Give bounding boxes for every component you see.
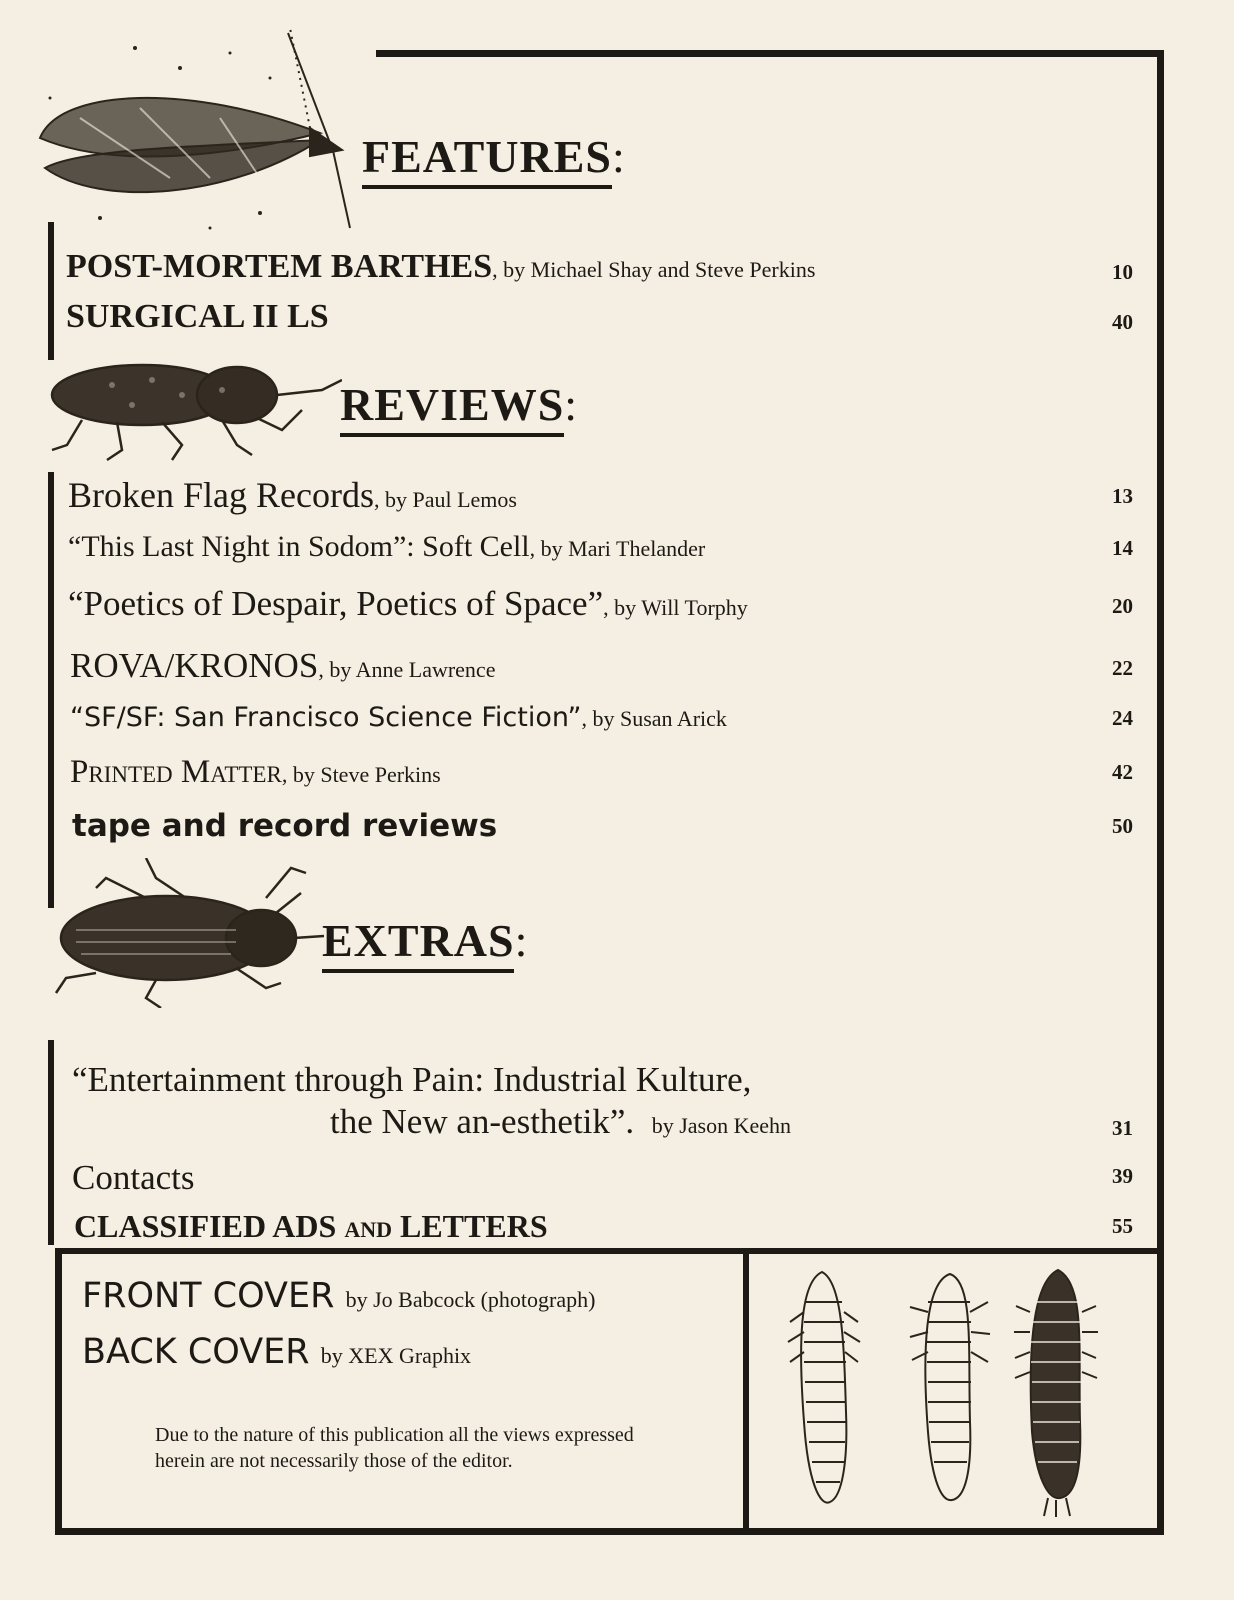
features-heading: FEATURES: bbox=[362, 134, 626, 180]
page-number: 14 bbox=[1112, 536, 1133, 560]
entry-byline: , by Michael Shay and Steve Perkins bbox=[492, 257, 816, 282]
page-number: 20 bbox=[1112, 594, 1133, 618]
entry-title: ROVA/KRONOS bbox=[70, 646, 319, 685]
frame-bottom-rule bbox=[55, 1528, 1164, 1535]
entry-title: Broken Flag Records bbox=[68, 475, 374, 515]
entry-byline: , by Will Torphy bbox=[603, 595, 748, 620]
toc-entry-contacts[interactable] bbox=[72, 1158, 194, 1198]
page-number: 10 bbox=[1112, 260, 1133, 284]
page-number: 40 bbox=[1112, 310, 1133, 334]
entry-title-line1: “Entertainment through Pain: Industrial Kulture, bbox=[72, 1060, 752, 1099]
entry-title-part-b: AND bbox=[344, 1217, 392, 1242]
beetle-illustration-icon bbox=[22, 350, 342, 465]
toc-entry-rova-kronos[interactable] bbox=[70, 646, 495, 686]
entry-title: “This Last Night in Sodom”: Soft Cell bbox=[68, 530, 530, 563]
entry-title-part-a: CLASSIFIED ADS bbox=[74, 1208, 337, 1244]
page-number: 31 bbox=[1112, 1116, 1133, 1140]
back-cover-credit bbox=[82, 1332, 471, 1372]
frame-top-rule bbox=[376, 50, 1164, 57]
cover-credit: by XEX Graphix bbox=[320, 1343, 472, 1368]
entry-title-line2: the New an-esthetik”. bbox=[330, 1102, 635, 1141]
page-number: 55 bbox=[1112, 1214, 1133, 1238]
toc-entry-entertainment-through-pain[interactable] bbox=[72, 1060, 791, 1142]
entry-title: POST-MORTEM BARTHES bbox=[66, 248, 493, 285]
page-number: 13 bbox=[1112, 484, 1133, 508]
front-cover-credit bbox=[82, 1276, 595, 1316]
toc-entry-printed-matter[interactable] bbox=[70, 754, 441, 791]
frame-middle-rule bbox=[62, 1248, 1164, 1254]
reviews-heading: REVIEWS: bbox=[340, 382, 578, 428]
toc-entry-poetics-of-despair[interactable] bbox=[68, 584, 748, 624]
entry-byline: by Jason Keehn bbox=[651, 1113, 791, 1138]
page-number: 42 bbox=[1112, 760, 1133, 784]
extras-side-bar bbox=[48, 1040, 54, 1245]
toc-entry-sf-sf[interactable] bbox=[70, 702, 727, 733]
page-number: 39 bbox=[1112, 1164, 1133, 1188]
frame-right-rule bbox=[1157, 50, 1164, 1535]
larvae-illustration-icon bbox=[760, 1262, 1150, 1517]
toc-entry-post-mortem-barthes[interactable] bbox=[66, 248, 815, 286]
frame-divider-rule bbox=[743, 1248, 749, 1535]
toc-entry-soft-cell[interactable] bbox=[68, 530, 705, 564]
extras-heading: EXTRAS: bbox=[322, 918, 528, 964]
entry-title-part-c: LETTERS bbox=[399, 1208, 548, 1244]
page-number: 50 bbox=[1112, 814, 1133, 838]
entry-byline: , by Anne Lawrence bbox=[318, 657, 496, 682]
entry-byline: , by Steve Perkins bbox=[281, 762, 441, 787]
entry-title: Printed Matter bbox=[70, 754, 282, 790]
toc-entry-surgical-ills[interactable] bbox=[66, 298, 329, 336]
cover-label: BACK COVER bbox=[82, 1332, 310, 1372]
features-side-bar bbox=[48, 222, 54, 360]
weevil-illustration-icon bbox=[36, 858, 326, 1008]
page-number: 24 bbox=[1112, 706, 1133, 730]
cover-label: FRONT COVER bbox=[82, 1276, 335, 1316]
disclaimer-text: Due to the nature of this publication all the views expressed herein are not necessarily those of the editor. bbox=[155, 1424, 634, 1473]
toc-entry-classified-ads-and-letters[interactable] bbox=[74, 1208, 548, 1245]
reviews-side-bar bbox=[48, 472, 54, 908]
toc-entry-broken-flag-records[interactable] bbox=[68, 474, 517, 516]
page-number: 22 bbox=[1112, 656, 1133, 680]
entry-title: SURGICAL II LS bbox=[66, 298, 329, 335]
entry-title: Contacts bbox=[72, 1158, 195, 1197]
entry-byline: , by Mari Thelander bbox=[529, 536, 706, 561]
entry-byline: , by Paul Lemos bbox=[373, 487, 517, 512]
entry-byline: , by Susan Arick bbox=[581, 706, 727, 731]
moth-illustration-icon bbox=[20, 28, 360, 238]
toc-entry-tape-and-record-reviews[interactable] bbox=[72, 808, 497, 844]
frame-left-rule bbox=[55, 1248, 62, 1535]
entry-title: “Poetics of Despair, Poetics of Space” bbox=[68, 584, 604, 623]
cover-credit: by Jo Babcock (photograph) bbox=[345, 1287, 596, 1312]
entry-title: “SF/SF: San Francisco Science Fiction” bbox=[70, 702, 582, 733]
entry-title: tape and record reviews bbox=[72, 808, 498, 844]
